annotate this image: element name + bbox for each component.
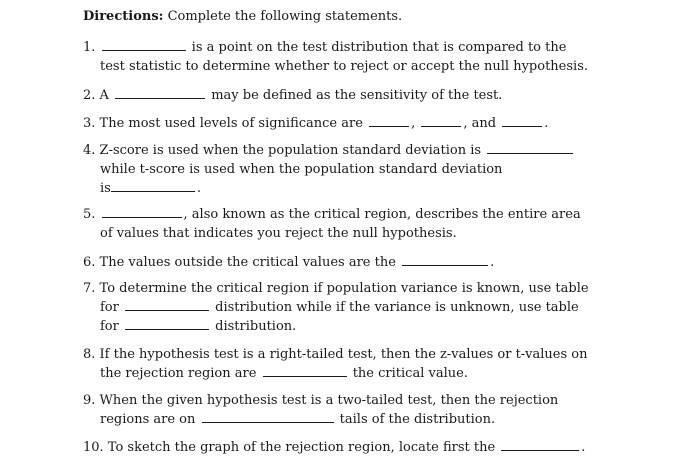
directions-text: Complete the following statements.	[163, 9, 403, 24]
question-text: the critical value.	[348, 366, 468, 381]
question-text: 6. The values outside the critical values are the	[83, 255, 396, 270]
question-9	[83, 391, 643, 429]
answer-blank[interactable]	[125, 317, 209, 330]
question-5	[83, 205, 643, 243]
question-text: 9. When the given hypothesis test is a two-tailed test, then the rejection	[83, 393, 559, 408]
question-text: 4. Z-score is used when the population standard deviation is	[83, 143, 482, 158]
question-text: for	[100, 319, 119, 334]
question-10	[83, 438, 643, 457]
answer-blank[interactable]	[102, 205, 182, 218]
answer-blank[interactable]	[263, 364, 347, 377]
separator: , and	[463, 116, 497, 131]
question-number: 5.	[83, 207, 96, 222]
answer-blank[interactable]	[369, 114, 409, 127]
question-number: 1.	[83, 40, 96, 55]
question-text: tails of the distribution.	[335, 412, 496, 427]
question-text: distribution while if the variance is unknown, use table	[211, 300, 579, 315]
directions	[83, 8, 402, 25]
answer-blank[interactable]	[202, 410, 334, 423]
question-6	[83, 253, 643, 272]
answer-blank[interactable]	[402, 253, 488, 266]
question-text: 3. The most used levels of significance are	[83, 116, 363, 131]
question-text: 10. To sketch the graph of the rejection region, locate first the	[83, 440, 496, 455]
question-text: test statistic to determine whether to reject or accept the null hypothesis.	[100, 59, 588, 74]
question-text: of values that indicates you reject the null hypothesis.	[100, 226, 457, 241]
question-text: distribution.	[211, 319, 297, 334]
question-2	[83, 86, 643, 105]
question-text: while t-score is used when the population standard deviation	[100, 162, 503, 177]
question-text: is a point on the test distribution that is compared to the	[187, 40, 567, 55]
question-3	[83, 114, 643, 133]
question-7	[83, 279, 643, 336]
end-punct: .	[490, 255, 495, 270]
answer-blank[interactable]	[102, 38, 186, 51]
answer-blank[interactable]	[125, 298, 209, 311]
question-text: regions are on	[100, 412, 196, 427]
question-4	[83, 141, 643, 198]
directions-label: Directions:	[83, 9, 164, 24]
question-text: 7. To determine the critical region if population variance is known, use table	[83, 281, 589, 296]
question-text: , also known as the critical region, describes the entire area	[183, 207, 581, 222]
question-8	[83, 345, 643, 383]
question-number: 2. A	[83, 88, 109, 103]
question-text: 8. If the hypothesis test is a right-tailed test, then the z-values or t-values on	[83, 347, 588, 362]
question-text: the rejection region are	[100, 366, 257, 381]
end-punct: .	[581, 440, 586, 455]
separator: ,	[411, 116, 416, 131]
answer-blank[interactable]	[501, 438, 579, 451]
question-text: may be defined as the sensitivity of the test.	[207, 88, 503, 103]
question-text: for	[100, 300, 119, 315]
answer-blank[interactable]	[421, 114, 461, 127]
answer-blank[interactable]	[502, 114, 542, 127]
answer-blank[interactable]	[115, 86, 205, 99]
end-punct: .	[196, 181, 201, 196]
question-text: is	[100, 181, 111, 196]
question-1	[83, 38, 643, 76]
end-punct: .	[544, 116, 549, 131]
answer-blank[interactable]	[111, 179, 195, 192]
answer-blank[interactable]	[487, 141, 573, 154]
